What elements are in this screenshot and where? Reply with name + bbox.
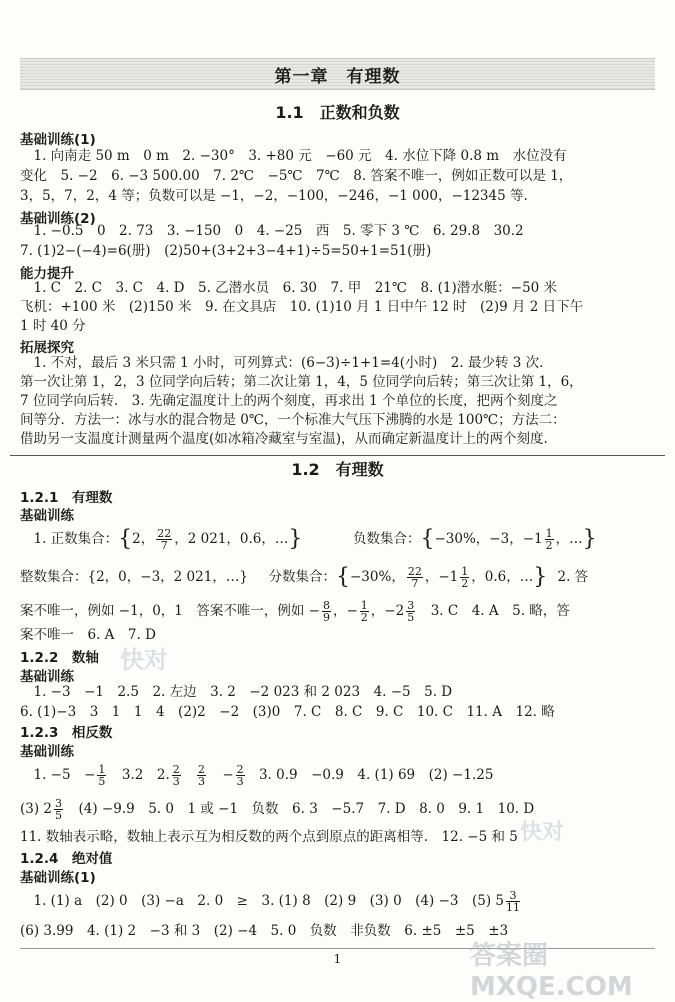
answer-line: 11. 数轴表示略，数轴上表示互为相反数的两个点到原点的距离相等. 12. −5 和 5: [20, 829, 518, 845]
set-items: 2，: [132, 531, 155, 547]
negative-set-label: 负数集合：: [352, 531, 421, 547]
fraction: $\frac{22}{7}$: [407, 565, 422, 590]
fraction: $\frac{3}{5}$: [55, 797, 63, 822]
brace: {: [336, 564, 350, 590]
answer-line: 间等分．方法一：冰与水的混合物是 0℃，一个标准大气压下沸腾的水是 100℃；方法二：: [20, 412, 566, 428]
answer-text: (4) −9.9 5. 0 1 或 −1 负数 6. 3 −5.7 7. D 8. 0 9. 1 10. D: [65, 801, 535, 817]
fraction: $\frac{1}{2}$: [545, 527, 553, 552]
page-number: 1: [333, 952, 342, 966]
fraction: $\frac{2}{3}$: [198, 763, 206, 788]
answer-text: ，−2: [370, 603, 405, 619]
answer-line: 第一次让第 1，2，3 位同学向后转；第二次让第 1，4，5 位同学向后转；第三次让第 1，6，: [20, 374, 583, 390]
answer-text: 2. 答: [557, 569, 589, 585]
answer-line: 1. 不对，最后 3 米只需 1 小时，可列算式：(6−3)÷1+1=4(小时) 2. 最少转 3 次.: [20, 355, 544, 371]
watermark-logo: 答案圈 MXQE.COM: [470, 941, 633, 1002]
answer-line: 1. −5 − $\frac{1}{5}$ 3.2 2. $\frac{2}{3}$ $\frac{2}{3}$ − $\frac{2}{3}$ 3. 0.9 −0.9 4. (1) 69 (2) −1.25: [20, 763, 494, 788]
answer-text: 1. (1) a (2) 0 (3) −a 2. 0 ≥ 3. (1) 8 (2) 9 (3) 0 (4) −3 (5) 5: [20, 893, 504, 909]
label-basic: 基础训练: [20, 508, 74, 524]
set-items: ，…: [555, 531, 583, 547]
subsection-title-1-2-2: 1.2.2 数轴: [20, 650, 99, 666]
label-basic-1: 基础训练(1): [20, 132, 96, 148]
fraction: $\frac{3}{11}$: [505, 889, 520, 914]
section-title-1-2: 1.2 有理数: [291, 460, 384, 479]
fraction: $\frac{8}{9}$: [322, 599, 330, 624]
brace: }: [288, 526, 303, 552]
answer-line: 1. 向南走 50 m 0 m 2. −30° 3. +80 元 −60 元 4. 水位下降 0.8 m 水位没有: [20, 148, 567, 164]
answer-line-sets-2: [20, 566, 660, 589]
brace: }: [533, 564, 548, 590]
answer-line: (6) 3.99 4. (1) 2 −3 和 3 (2) −4 5. 0 负数 非负数 6. ±5 ±5 ±3: [20, 923, 509, 939]
brace: {: [118, 526, 133, 552]
answer-line: [20, 890, 660, 913]
answer-text: ，−: [332, 603, 358, 619]
label-ability: 能力提升: [20, 266, 74, 282]
set-items: ，−1: [424, 569, 459, 585]
answer-line: 案不唯一 6. A 7. D: [20, 627, 156, 643]
fraction: $\frac{1}{2}$: [360, 599, 368, 624]
set-items: −30%，−3，−1: [434, 531, 543, 547]
set-items: ，0.6，…: [471, 569, 534, 585]
chapter-banner: [20, 58, 655, 90]
subsection-title-1-2-1: 1.2.1 有理数: [20, 490, 113, 506]
set-items: {2，0，−3，2 021，…}: [87, 569, 248, 585]
set-items: −30%，: [350, 569, 405, 585]
section-divider: [10, 455, 665, 456]
fraction: $\frac{3}{5}$: [407, 599, 415, 624]
fraction: $\frac{1}{2}$: [461, 565, 469, 590]
answer-line: 借助另一支温度计测量两个温度(如冰箱冷藏室与室温)，从而确定新温度计上的两个刻度.: [20, 431, 548, 447]
label-basic: 基础训练: [20, 669, 74, 685]
positive-set-label: 1. 正数集合：: [20, 531, 119, 547]
answer-line: 7. (1)2−(−4)=6(册) (2)50+(3+2+3−4+1)÷5=50+1=51(册): [20, 243, 432, 259]
answer-line: 1 时 40 分: [20, 318, 86, 334]
answer-line: 1. C 2. C 3. C 4. D 5. 乙潜水员 6. 30 7. 甲 21℃ 8. (1)潜水艇：−50 米: [20, 280, 558, 296]
fraction: $\frac{1}{5}$: [98, 763, 106, 788]
set-items: ，2 021，0.6，…: [174, 531, 289, 547]
answer-text: 案不唯一，例如 −1，0，1 答案不唯一，例如 −: [20, 603, 320, 619]
answer-line-sets-1: [20, 528, 660, 551]
answer-line: 7 位同学向后转. 3. 先确定温度计上的两个刻度，再求出 1 个单位的长度，把两个刻度之: [20, 393, 558, 409]
label-explore: 拓展探究: [20, 340, 74, 356]
answer-line: 6. (1)−3 3 1 1 4 (2)2 −2 (3)0 7. C 8. C 9. C 10. C 11. A 12. 略: [20, 704, 555, 720]
watermark: 快对: [520, 820, 565, 845]
subsection-title-1-2-4: 1.2.4 绝对值: [20, 851, 113, 867]
watermark: 快对: [120, 646, 168, 674]
fraction: $\frac{2}{3}$: [172, 763, 180, 788]
answer-line: 3，5，7，2，4 等；负数可以是 −1，−2，−100，−246，−1 000，−12345 等.: [20, 188, 528, 204]
answer-text: 3.2 2.: [108, 767, 170, 783]
fraction: $\frac{22}{7}$: [157, 527, 172, 552]
fraction: $\frac{2}{3}$: [236, 763, 244, 788]
answer-line: 变化 5. −2 6. −3 500.00 7. 2℃ −5℃ 7℃ 8. 答案不唯一，例如正数可以是 1，: [20, 168, 573, 184]
label-basic: 基础训练: [20, 744, 74, 760]
answer-text: (3) 2: [20, 801, 53, 817]
answer-text: 3. C 4. A 5. 略，答: [417, 603, 570, 619]
answer-line: 1. −0.5 0 2. 73 3. −150 0 4. −25 西 5. 零下 3 ℃ 6. 29.8 30.2: [20, 223, 524, 239]
chapter-title: 第一章 有理数: [274, 66, 401, 87]
answer-line: 飞机：+100 米 (2)150 米 9. 在文具店 10. (1)10 月 1 日中午 12 时 (2)9 月 2 日下午: [20, 299, 584, 315]
answer-line: [20, 600, 660, 623]
answer-text: 3. 0.9 −0.9 4. (1) 69 (2) −1.25: [258, 767, 494, 783]
section-title-1-1: 1.1 正数和负数: [275, 103, 400, 122]
fraction-set-label: 分数集合：: [268, 569, 336, 585]
brace: {: [420, 526, 435, 552]
brace: }: [582, 526, 597, 552]
label-basic-1: 基础训练(1): [20, 870, 96, 886]
label-basic-2: 基础训练(2): [20, 211, 96, 227]
answer-text: 1. −5 −: [20, 767, 96, 783]
subsection-title-1-2-3: 1.2.3 相反数: [20, 725, 113, 741]
answer-line: 1. −3 −1 2.5 2. 左边 3. 2 −2 023 和 2 023 4. −5 5. D: [20, 684, 453, 700]
integer-set-label: 整数集合：: [20, 569, 88, 585]
